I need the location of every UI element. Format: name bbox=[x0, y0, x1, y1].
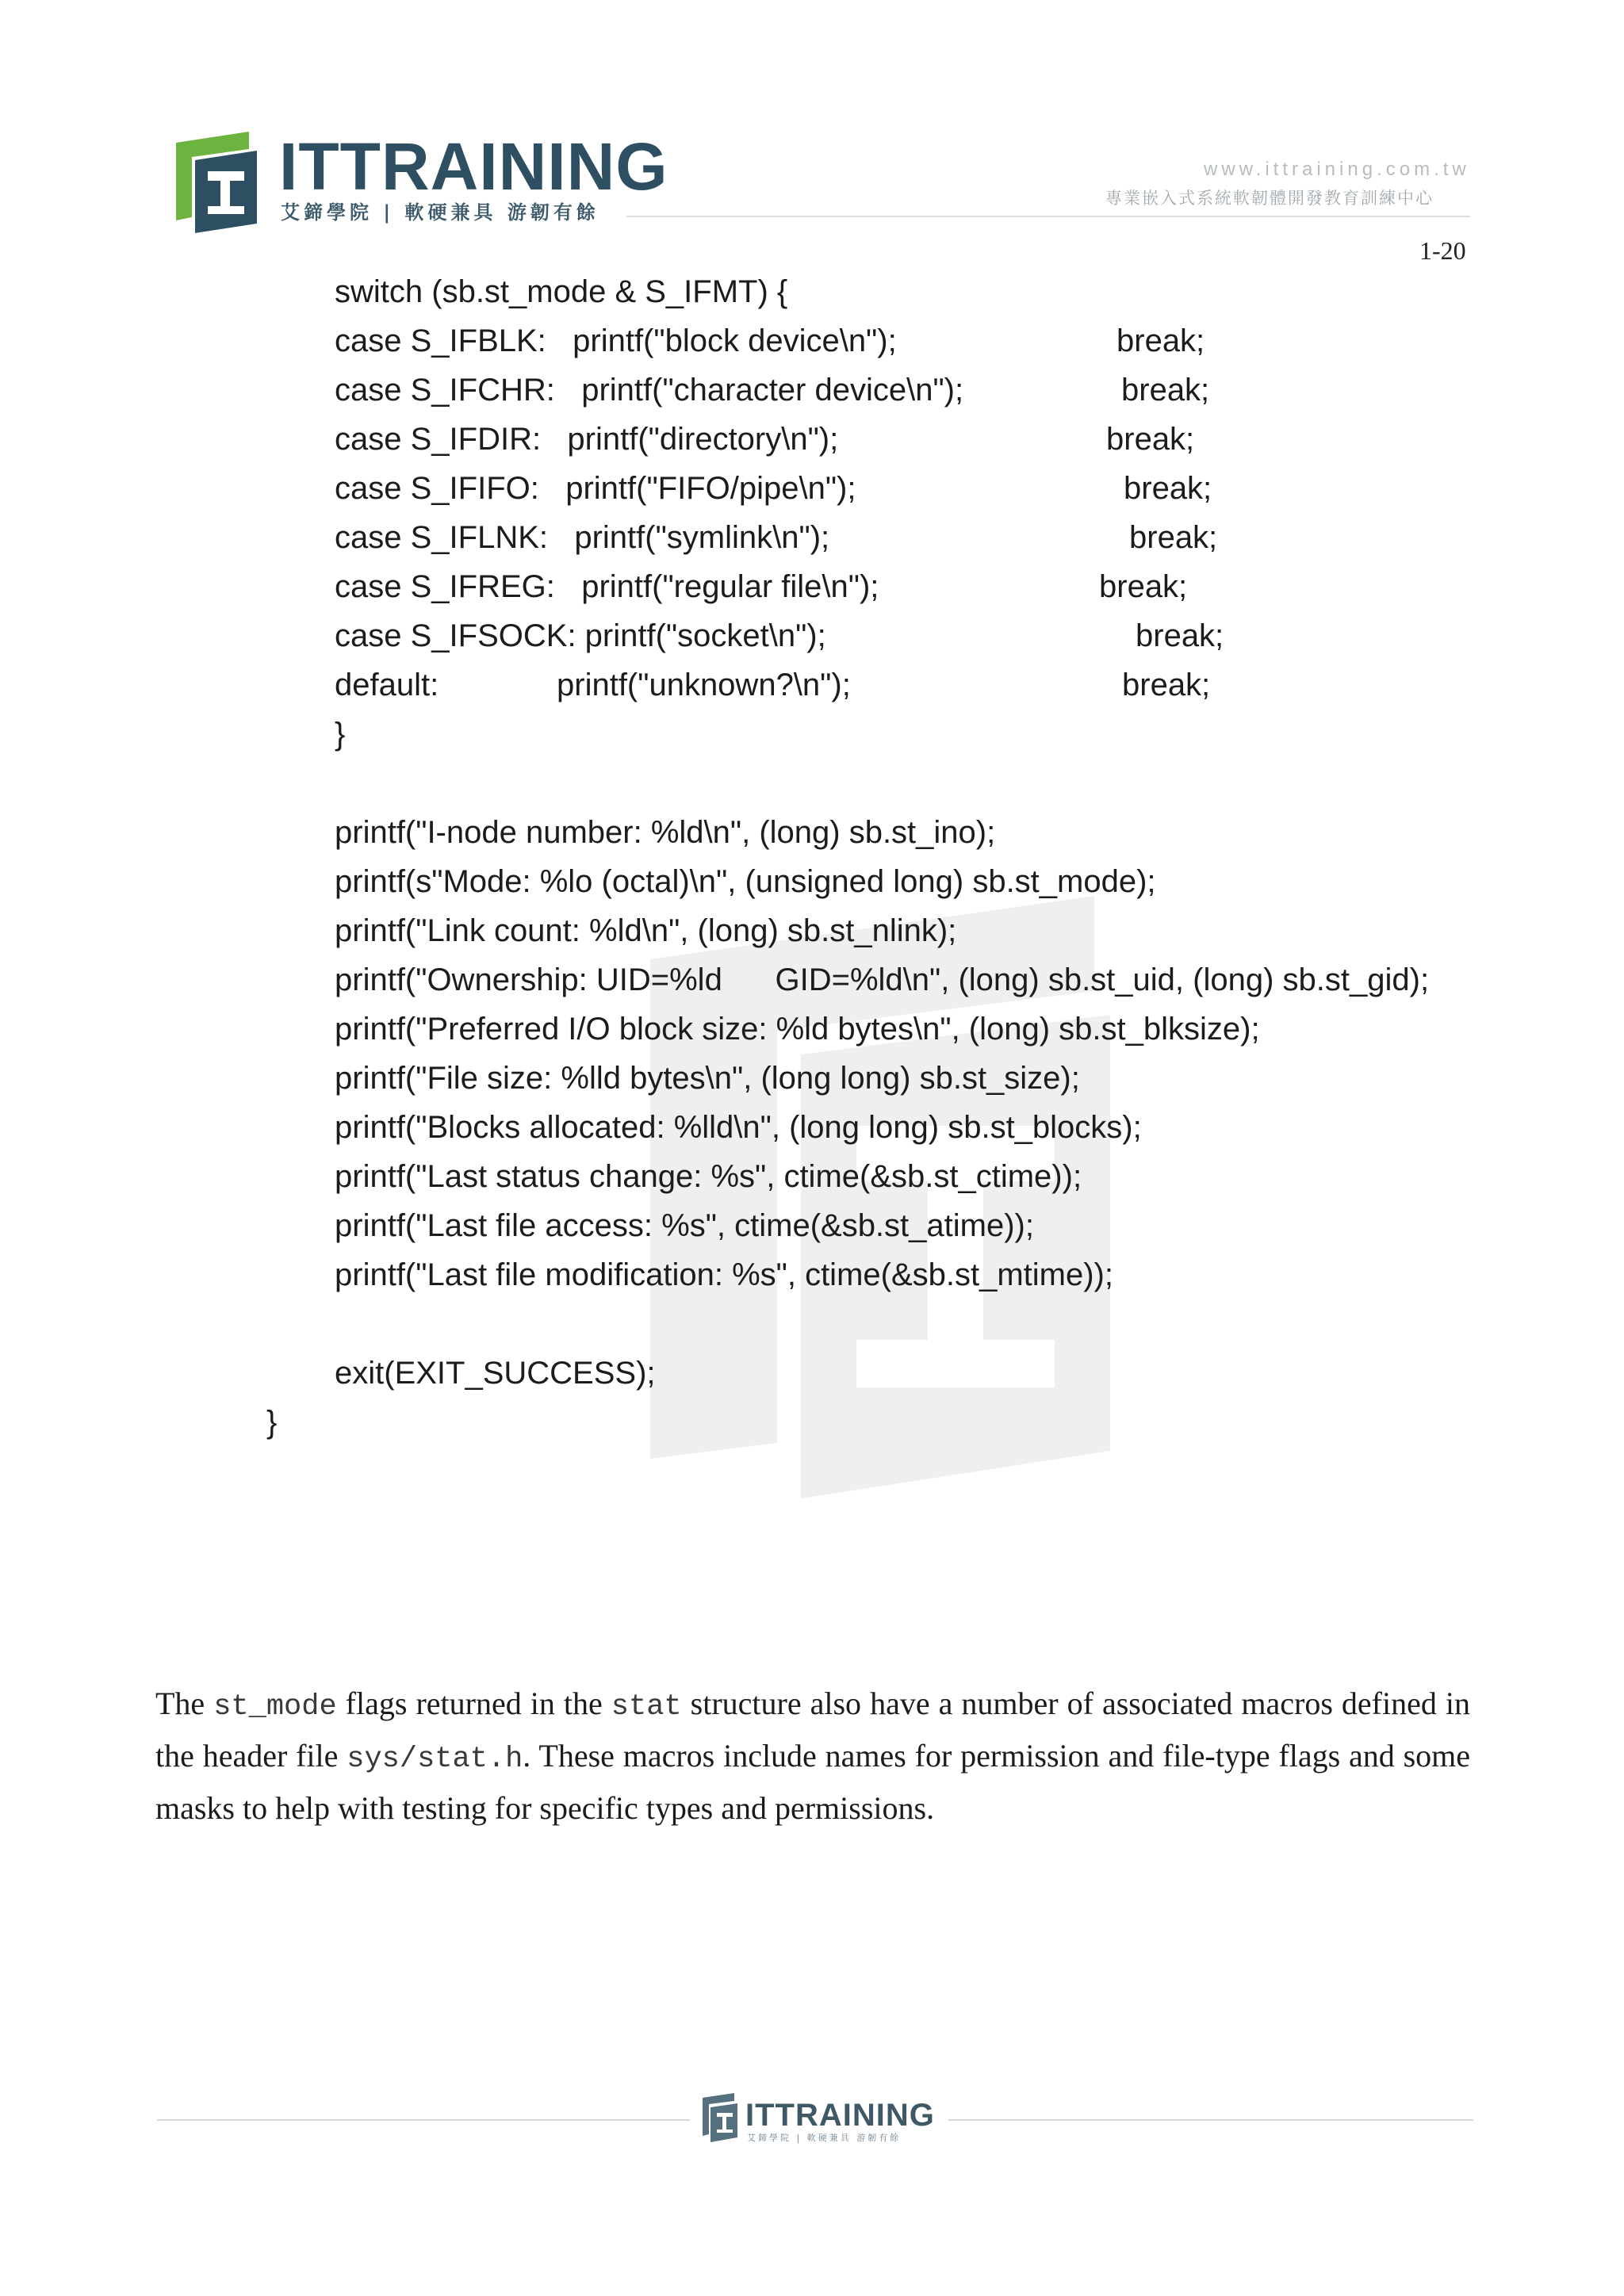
paragraph-text: structure also have a number of associated macros defined in the header file bbox=[155, 1686, 1470, 1774]
code-line: case S_IFDIR: printf("directory\n"); bbox=[335, 422, 839, 457]
inline-code: sys/stat.h bbox=[347, 1743, 523, 1776]
code-line: exit(EXIT_SUCCESS); bbox=[335, 1356, 656, 1391]
paragraph-text: flags returned in the bbox=[336, 1686, 611, 1721]
code-line: printf("Blocks allocated: %lld\n", (long long) sb.st_blocks); bbox=[335, 1110, 1142, 1145]
header-url: www.ittraining.com.tw bbox=[1204, 159, 1470, 180]
code-line: break; bbox=[1106, 422, 1195, 457]
footer-brand-name: ITTRAINING bbox=[745, 2098, 935, 2133]
code-line: printf("unknown?\n"); bbox=[557, 668, 851, 702]
inline-code: stat bbox=[611, 1690, 682, 1724]
code-line: printf("File size: %lld bytes\n", (long long) sb.st_size); bbox=[335, 1061, 1080, 1096]
code-line: printf("Last status change: %s", ctime(&sb.st_ctime)); bbox=[335, 1159, 1082, 1194]
code-line: printf("Preferred I/O block size: %ld bytes\n", (long) sb.st_blksize); bbox=[335, 1012, 1260, 1047]
footer-divider bbox=[948, 2119, 1473, 2121]
code-line: break; bbox=[1121, 373, 1210, 408]
code-line: break; bbox=[1129, 520, 1218, 555]
header-tagline: 專業嵌入式系統軟韌體開發教育訓練中心 bbox=[1105, 189, 1434, 208]
footer-logo-icon bbox=[701, 2093, 739, 2142]
code-line: break; bbox=[1122, 668, 1211, 702]
code-line: printf("I-node number: %ld\n", (long) sb.st_ino); bbox=[335, 815, 996, 850]
code-line: } bbox=[335, 717, 346, 752]
code-line: case S_IFBLK: printf("block device\n"); bbox=[335, 323, 897, 358]
page-number: 1-20 bbox=[1419, 236, 1466, 265]
code-line: case S_IFCHR: printf("character device\n"); bbox=[335, 373, 964, 408]
code-line: printf("Last file access: %s", ctime(&sb.st_atime)); bbox=[335, 1208, 1034, 1243]
code-line: switch (sb.st_mode & S_IFMT) { bbox=[335, 274, 788, 309]
header-brand-name: ITTRAINING bbox=[279, 129, 668, 204]
paragraph-text: . These macros include names for permission and file-type flags and some masks to help with testing for specific types and permissions. bbox=[155, 1738, 1471, 1826]
header-divider bbox=[626, 216, 1470, 217]
code-line: case S_IFIFO: printf("FIFO/pipe\n"); bbox=[335, 471, 856, 506]
inline-code: st_mode bbox=[213, 1690, 337, 1724]
code-line: break; bbox=[1116, 323, 1205, 358]
header-brand-subtitle: 艾鍗學院 | 軟硬兼具 游韌有餘 bbox=[281, 201, 599, 224]
code-line: case S_IFSOCK: printf("socket\n"); bbox=[335, 618, 826, 653]
paragraph-text: The bbox=[155, 1686, 214, 1721]
code-line: break; bbox=[1099, 569, 1188, 604]
code-line: break; bbox=[1124, 471, 1212, 506]
footer-brand-subtitle: 艾鍗學院 | 軟硬兼具 游韌有餘 bbox=[747, 2133, 902, 2143]
code-line: printf(s"Mode: %lo (octal)\n", (unsigned long) sb.st_mode); bbox=[335, 864, 1156, 899]
code-line: case S_IFREG: printf("regular file\n"); bbox=[335, 569, 879, 604]
code-line: default: bbox=[335, 668, 439, 702]
code-line: break; bbox=[1136, 618, 1224, 653]
code-line: printf("Last file modification: %s", ctime(&sb.st_mtime)); bbox=[335, 1257, 1113, 1292]
ittraining-logo-icon bbox=[173, 132, 260, 233]
code-line: printf("Ownership: UID=%ld GID=%ld\n", (long) sb.st_uid, (long) sb.st_gid); bbox=[335, 962, 1430, 997]
footer-divider bbox=[157, 2119, 690, 2121]
code-line: } bbox=[266, 1405, 278, 1440]
code-line: case S_IFLNK: printf("symlink\n"); bbox=[335, 520, 830, 555]
code-line: printf("Link count: %ld\n", (long) sb.st_nlink); bbox=[335, 913, 957, 948]
body-paragraph bbox=[155, 1679, 1470, 1833]
